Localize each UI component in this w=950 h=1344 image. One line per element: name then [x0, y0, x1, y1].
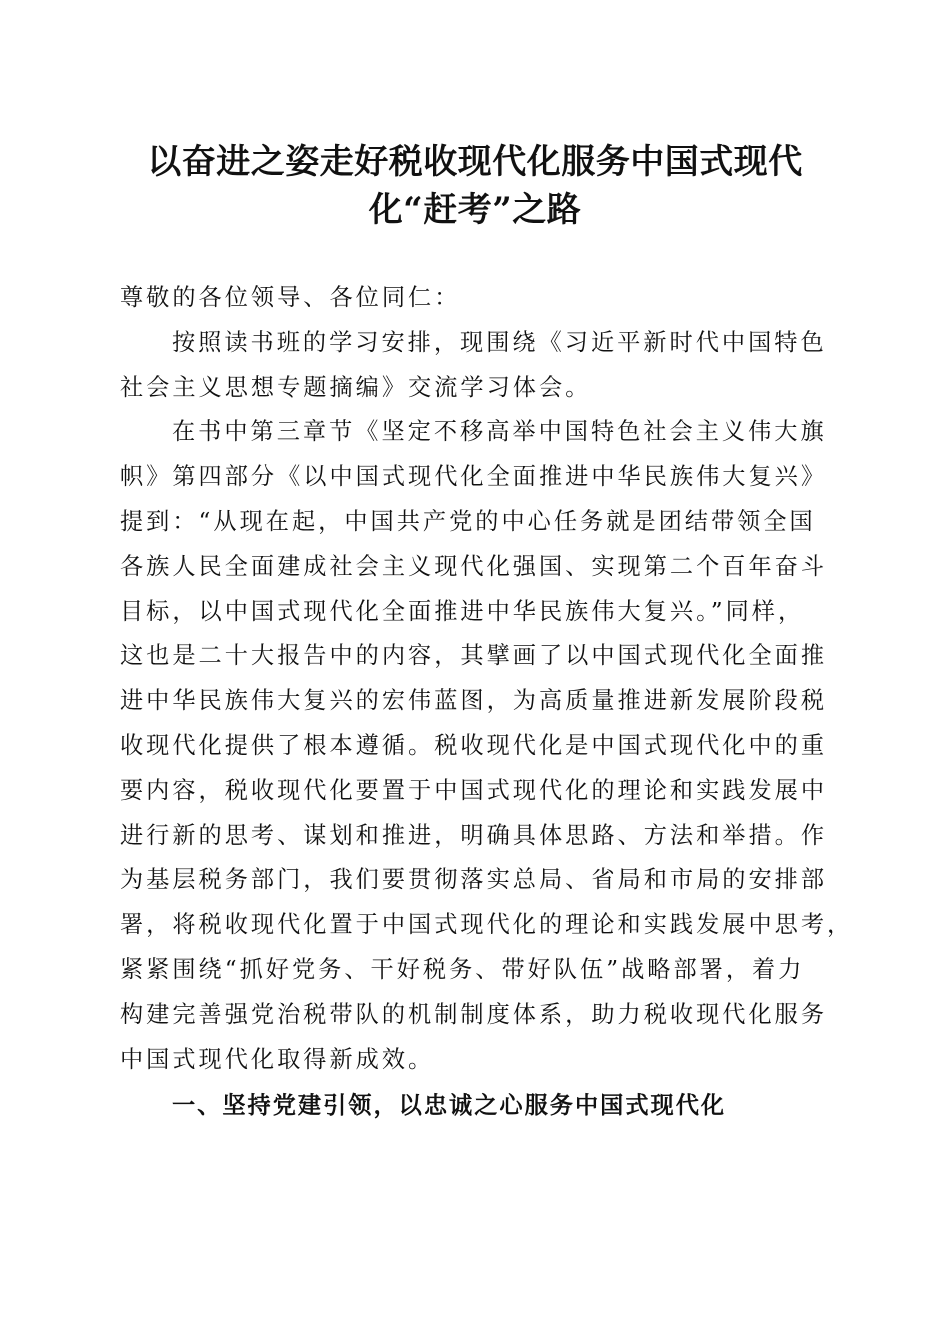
- title-line: 以奋进之姿走好税收现代化服务中国式现代: [147, 142, 803, 182]
- paragraph-line: 收现代化提供了根本遵循。税收现代化是中国式现代化中的重: [120, 731, 828, 759]
- paragraph-line: 进行新的思考、谋划和推进，明确具体思路、方法和举措。作: [120, 821, 828, 849]
- salutation: 尊敬的各位领导、各位同仁：: [120, 284, 461, 311]
- title-line: 化“赶考”之路: [368, 190, 582, 230]
- paragraph-intro: [120, 321, 832, 411]
- paragraph-line: 目标，以中国式现代化全面推进中华民族伟大复兴。”同样，: [120, 597, 805, 625]
- section-heading: 一、坚持党建引领，以忠诚之心服务中国式现代化: [172, 1092, 727, 1120]
- paragraph-line: 紧紧围绕“抓好党务、干好税务、带好队伍”战略部署，着力: [120, 955, 805, 983]
- paragraph-line: 帜》第四部分《以中国式现代化全面推进中华民族伟大复兴》: [120, 463, 828, 491]
- paragraph-line: 要内容，税收现代化要置于中国式现代化的理论和实践发展中: [120, 776, 828, 804]
- paragraph-line: 提到：“从现在起，中国共产党的中心任务就是团结带领全国: [120, 507, 816, 535]
- document-body: [120, 276, 854, 1129]
- paragraph-line: 在书中第三章节《坚定不移高举中国特色社会主义伟大旗: [172, 418, 827, 446]
- paragraph-line: 构建完善强党治税带队的机制制度体系，助力税收现代化服务: [120, 1000, 828, 1028]
- paragraph-line: 各族人民全面建成社会主义现代化强国、实现第二个百年奋斗: [120, 552, 828, 580]
- paragraph-line: 这也是二十大报告中的内容，其擘画了以中国式现代化全面推: [120, 642, 828, 670]
- paragraph-main: [120, 410, 854, 1082]
- paragraph-line: 中国式现代化取得新成效。: [120, 1045, 435, 1073]
- paragraph-line: 社会主义思想专题摘编》交流学习体会。: [120, 373, 592, 401]
- paragraph-line: 按照读书班的学习安排，现围绕《习近平新时代中国特色: [172, 328, 827, 356]
- paragraph-line: 为基层税务部门，我们要贯彻落实总局、省局和市局的安排部: [120, 866, 828, 894]
- document-title: [100, 138, 850, 234]
- paragraph-line: 进中华民族伟大复兴的宏伟蓝图，为高质量推进新发展阶段税: [120, 687, 828, 715]
- paragraph-line: 署，将税收现代化置于中国式现代化的理论和实践发展中思考，: [120, 911, 854, 939]
